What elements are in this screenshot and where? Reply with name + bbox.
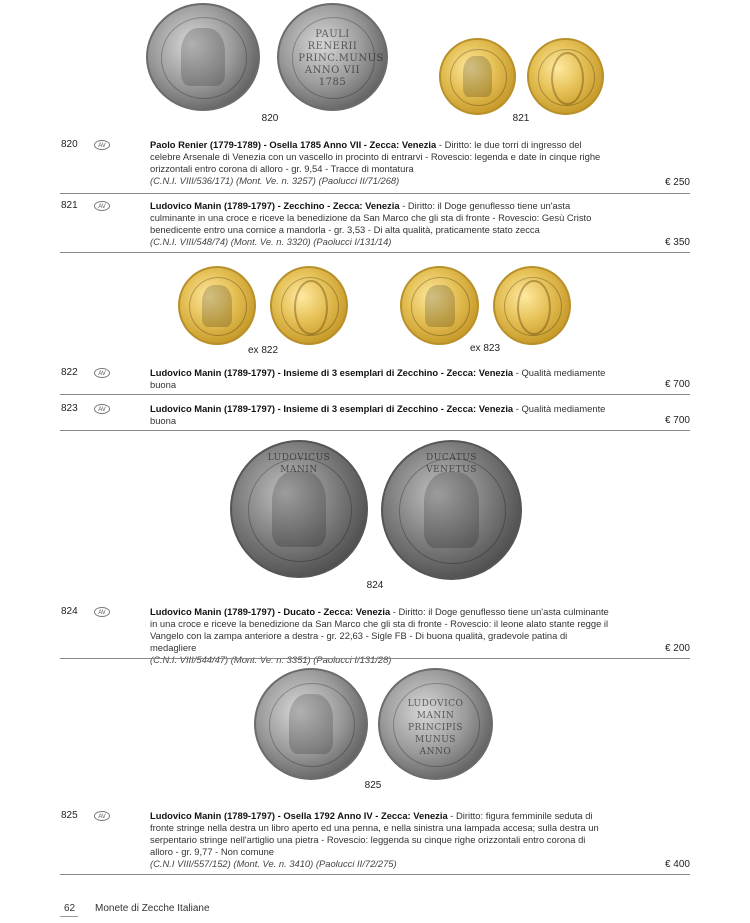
doge-and-saint-motif <box>463 56 492 97</box>
metal-symbol-icon: AV <box>94 404 110 414</box>
lot-text: - Diritto: figura femminile seduta di fronte stringe nella destra un libro aperto ed una penna, e nella sinistra una lampada accesa; sulla destra un serpentario stringe nell'artiglio una pietra - Rovescio: leggenda su cinque righe orizzontali entro corona di alloro - gr. 9,77 - Non comune <box>150 810 599 857</box>
winged-lion-motif <box>424 472 479 548</box>
coin-caption-824: 824 <box>366 580 384 591</box>
coin-caption-821: 821 <box>512 113 530 124</box>
lot-text: - Diritto: le due torri di ingresso del celebre Arsenale di Venezia con un vascello in procinto di entrarvi - Rovescio: legenda e date in cinque righe orizzontali entro corona di alloro - gr. 9,54 - Tracce di montatura <box>150 139 601 174</box>
divider <box>60 193 690 194</box>
divider <box>60 658 690 659</box>
lot-references: (C.N.I. VIII/536/171) (Mont. Ve. n. 3257) (Paolucci II/71/268) <box>150 175 400 186</box>
coin-821-obverse <box>439 38 516 115</box>
coin-825-legend: LUDOVICO MANIN PRINCIPIS MUNUS ANNO <box>407 699 464 757</box>
lot-heading: Ludovico Manin (1789-1797) - Insieme di 3 esemplari di Zecchino - Zecca: Venezia <box>150 403 514 414</box>
lot-heading: Ludovico Manin (1789-1797) - Ducato - Zecca: Venezia <box>150 606 391 617</box>
lot-heading: Ludovico Manin (1789-1797) - Zecchino - Zecca: Venezia <box>150 200 400 211</box>
lot-references: (C.N.I VIII/557/152) (Mont. Ve. n. 3410) (Paolucci II/72/275) <box>150 858 397 869</box>
coin-824-reverse <box>381 440 522 580</box>
coin-caption-825: 825 <box>364 780 382 791</box>
lot-heading: Ludovico Manin (1789-1797) - Insieme di 3 esemplari di Zecchino - Zecca: Venezia <box>150 367 514 378</box>
page-number: 62 <box>64 903 76 914</box>
lot-number: 825 <box>61 810 78 821</box>
mandorla-motif <box>294 280 328 335</box>
coin-825-reverse <box>378 668 493 780</box>
lot-price: € 250 <box>664 177 690 188</box>
mandorla-motif <box>517 280 551 335</box>
coin-823-reverse <box>493 266 571 345</box>
metal-symbol-icon: AV <box>94 201 110 211</box>
lot-price: € 200 <box>664 643 690 654</box>
lot-number: 821 <box>61 200 78 211</box>
lot-heading: Ludovico Manin (1789-1797) - Osella 1792 Anno IV - Zecca: Venezia <box>150 810 448 821</box>
lot-heading: Paolo Renier (1779-1789) - Osella 1785 Anno VII - Zecca: Venezia <box>150 139 437 150</box>
lot-price: € 700 <box>664 415 690 426</box>
divider <box>60 394 690 395</box>
lot-text: - Qualità mediamente buona <box>150 367 606 390</box>
coin-822-reverse <box>270 266 348 345</box>
footer-title: Monete di Zecche Italiane <box>95 903 210 914</box>
lot-number: 822 <box>61 367 78 378</box>
coin-821-reverse <box>527 38 604 115</box>
metal-symbol-icon: AV <box>94 140 110 150</box>
mandorla-motif <box>551 52 584 106</box>
lot-references: (C.N.I. VIII/548/74) (Mont. Ve. n. 3320) (Paolucci I/131/14) <box>150 236 392 247</box>
doge-and-saint-motif <box>202 285 232 327</box>
coin-caption-820: 820 <box>261 113 279 124</box>
lot-description <box>150 200 610 248</box>
lot-price: € 350 <box>664 237 690 248</box>
divider <box>60 252 690 253</box>
lot-description <box>150 403 610 427</box>
lot-number: 823 <box>61 403 78 414</box>
lot-description <box>150 606 610 666</box>
footer-rule <box>60 916 78 917</box>
lot-price: € 400 <box>664 859 690 870</box>
coin-825-obverse <box>254 668 368 780</box>
seated-figure-motif <box>289 694 333 754</box>
coin-824-obverse <box>230 440 368 578</box>
lot-description <box>150 810 610 870</box>
lot-text: - Diritto: il Doge genuflesso tiene un'asta culminante in una croce e riceve la benedizione da San Marco che gli sta di fronte - Rovescio: il leone alato stante regge il Vangelo con la zampa anteriore a destra - gr. 22,63 - Sigle FB - Di buona qualità, gradevole patina di medagliere <box>150 606 609 653</box>
coin-824-legend: DUCATUS VENETUS <box>426 453 477 475</box>
coin-824-legend: LUDOVICUS MANIN <box>267 453 331 475</box>
coin-caption-823: ex 823 <box>469 343 501 354</box>
coin-820-legend: PAULI RENERII PRINC.MUNUS ANNO VII 1785 <box>298 29 384 88</box>
coin-823-obverse <box>400 266 479 345</box>
lot-number: 824 <box>61 606 78 617</box>
metal-symbol-icon: AV <box>94 811 110 821</box>
doge-and-saint-motif <box>272 471 326 546</box>
coin-820-reverse <box>277 3 388 111</box>
coin-820-obverse <box>146 3 260 111</box>
coin-caption-822: ex 822 <box>247 345 279 356</box>
metal-symbol-icon: AV <box>94 607 110 617</box>
lot-text: - Diritto: il Doge genuflesso tiene un'asta culminante in una croce e riceve la benedizione da San Marco che gli sta di fronte - Rovescio: Gesù Cristo benedicente entro una cornice a mandorla - gr. 3,53 - Di alta qualità, praticamente stato zecca <box>150 200 592 235</box>
lot-description <box>150 367 610 391</box>
divider <box>60 874 690 875</box>
lot-price: € 700 <box>664 379 690 390</box>
doge-and-saint-motif <box>425 285 455 327</box>
coin-822-obverse <box>178 266 256 345</box>
metal-symbol-icon: AV <box>94 368 110 378</box>
divider <box>60 430 690 431</box>
lot-text: - Qualità mediamente buona <box>150 403 606 426</box>
lot-number: 820 <box>61 139 78 150</box>
lot-description <box>150 139 610 187</box>
arsenal-towers-motif <box>181 28 225 86</box>
lot-references: (C.N.I. VIII/544/47) (Mont. Ve. n. 3351) (Paolucci I/131/28) <box>150 654 392 665</box>
